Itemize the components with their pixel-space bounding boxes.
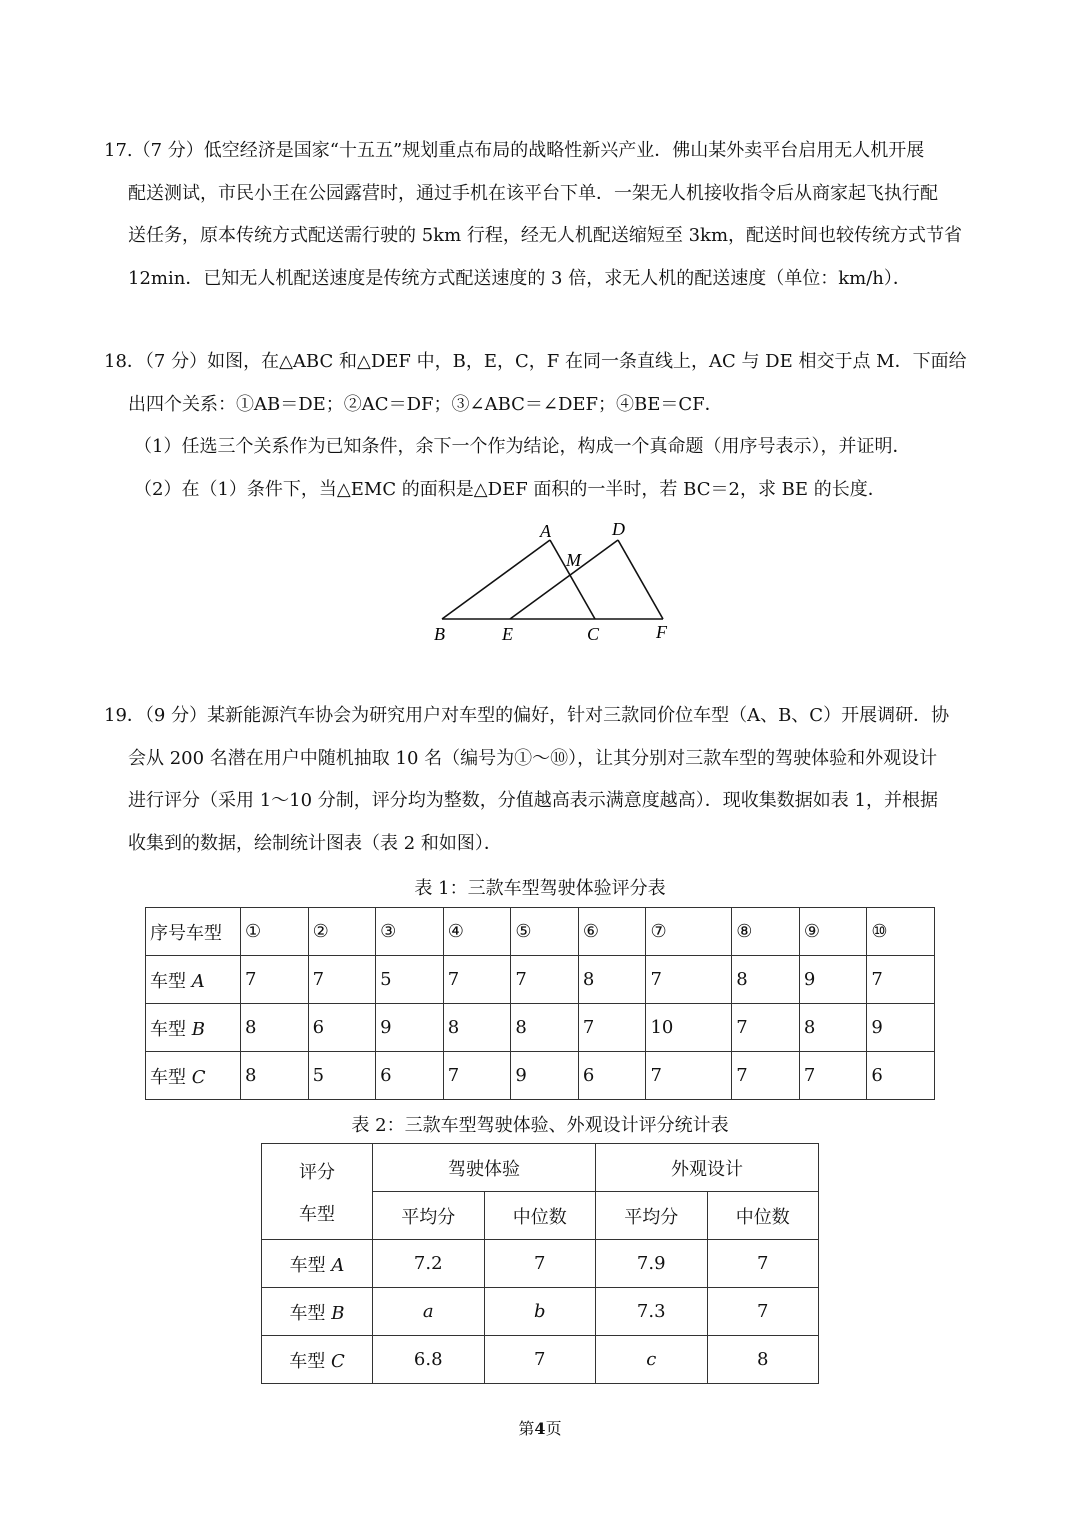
q17-line-1: 17.（7 分）低空经济是国家“十五五”规划重点布局的战略性新兴产业．佛山某外卖平台启用无人机开展 <box>104 140 925 161</box>
table1-cell: 7 <box>578 1004 646 1052</box>
label-e: E <box>502 624 513 644</box>
q18-line-2: 出四个关系：①AB＝DE；②AC＝DF；③∠ABC＝∠DEF；④BE＝CF． <box>128 393 723 415</box>
corner-top: 评分 <box>299 1161 335 1183</box>
table2-row-label: 车型 C <box>262 1336 373 1384</box>
header-appearance: 外观设计 <box>596 1144 819 1192</box>
table2-cell: 7 <box>707 1288 819 1336</box>
table1-body <box>146 908 935 1100</box>
table1-row-label: 车型 B <box>146 1004 241 1052</box>
table1-cell: 6 <box>867 1052 935 1100</box>
table1-cell: ⑦ <box>646 908 732 956</box>
table1-row <box>146 1052 935 1100</box>
table1-caption: 表 1：三款车型驾驶体验评分表 <box>414 878 666 899</box>
table1-cell: ① <box>241 908 309 956</box>
table1-cell: ⑤ <box>511 908 579 956</box>
table1-cell: ④ <box>443 908 511 956</box>
table1-cell: 9 <box>376 1004 444 1052</box>
q18-sub-question-1: （1）任选三个关系作为已知条件，余下一个作为结论，构成一个真命题（用序号表示），并证明． <box>134 436 911 457</box>
table2-corner <box>262 1144 373 1240</box>
table1-cell: 8 <box>241 1052 309 1100</box>
label-b: B <box>434 624 445 644</box>
table1-cell: 7 <box>646 1052 732 1100</box>
label-a: A <box>540 521 551 541</box>
table1-cell: 7 <box>867 956 935 1004</box>
table2-cell: b <box>484 1288 596 1336</box>
table1-cell: 7 <box>732 1004 800 1052</box>
table1-cell: 5 <box>376 956 444 1004</box>
table1-row-label: 车型 A <box>146 956 241 1004</box>
table1-cell: 6 <box>376 1052 444 1100</box>
page-number: 4 <box>534 1419 546 1438</box>
label-f: F <box>656 622 667 642</box>
table1-cell: 7 <box>443 1052 511 1100</box>
q17-line-2: 配送测试，市民小王在公园露营时，通过手机在该平台下单．一架无人机接收指令后从商家起飞执行配 <box>128 182 938 204</box>
q19-line-4: 收集到的数据，绘制统计图表（表 2 和如图）． <box>128 832 502 854</box>
table2-cell: 7.2 <box>373 1240 485 1288</box>
table1-cell: 8 <box>578 956 646 1004</box>
question-17 <box>104 130 984 300</box>
table2-cell: 7.9 <box>596 1240 708 1288</box>
footer-suffix: 页 <box>545 1419 562 1438</box>
q17-line-3: 送任务，原本传统方式配送需行驶的 5km 行程，经无人机配送缩短至 3km，配送时间也较传统方式节省 <box>128 225 963 246</box>
table1-cell: 9 <box>799 956 867 1004</box>
subheader-cell: 中位数 <box>484 1192 596 1240</box>
table2 <box>261 1143 819 1384</box>
table1-cell: 10 <box>646 1004 732 1052</box>
table2-cell: 7.3 <box>596 1288 708 1336</box>
table1-cell: 6 <box>308 1004 376 1052</box>
table1-cell: 7 <box>241 956 309 1004</box>
q19-line-2: 会从 200 名潜在用户中随机抽取 10 名（编号为①～⑩），让其分别对三款车型的驾驶体验和外观设计 <box>128 747 938 769</box>
table1-cell: 9 <box>867 1004 935 1052</box>
table1-row <box>146 1004 935 1052</box>
table2-row <box>262 1288 819 1336</box>
table1-cell: ⑥ <box>578 908 646 956</box>
q17-line-4: 12min．已知无人机配送速度是传统方式配送速度的 3 倍，求无人机的配送速度（单位：km/h）． <box>128 267 911 289</box>
table2-row-label: 车型 A <box>262 1240 373 1288</box>
question-18 <box>104 341 984 511</box>
table1-row-label: 序号车型 <box>146 908 241 956</box>
table1-cell: 9 <box>511 1052 579 1100</box>
segment-ed <box>510 540 618 619</box>
table1-cell: 8 <box>511 1004 579 1052</box>
table1-cell: 7 <box>646 956 732 1004</box>
table1-cell: 5 <box>308 1052 376 1100</box>
label-c: C <box>587 624 600 644</box>
table2-body <box>262 1240 819 1384</box>
page-footer <box>0 1416 1080 1439</box>
table1-cell: 8 <box>799 1004 867 1052</box>
table1-cell: 8 <box>443 1004 511 1052</box>
table1-cell: ⑧ <box>732 908 800 956</box>
table1-cell: 7 <box>443 956 511 1004</box>
label-d: D <box>612 519 625 539</box>
label-m: M <box>566 550 581 570</box>
table2-cell: 6.8 <box>373 1336 485 1384</box>
table1-cell: ⑨ <box>799 908 867 956</box>
header-driving: 驾驶体验 <box>373 1144 596 1192</box>
segment-ab <box>442 540 550 619</box>
table2-cell: 7 <box>707 1240 819 1288</box>
table1-cell: 6 <box>578 1052 646 1100</box>
table1-cell: ② <box>308 908 376 956</box>
table1-cell: 7 <box>732 1052 800 1100</box>
table2-cell: 8 <box>707 1336 819 1384</box>
segment-df <box>618 540 663 619</box>
table1-row-label: 车型 C <box>146 1052 241 1100</box>
table1-cell: 7 <box>799 1052 867 1100</box>
table1-cell: 8 <box>732 956 800 1004</box>
table1-cell: 7 <box>511 956 579 1004</box>
q18-sub-question-2: （2）在（1）条件下，当△EMC 的面积是△DEF 面积的一半时，若 BC＝2，求 BE 的长度． <box>134 478 886 500</box>
footer-prefix: 第 <box>518 1419 535 1438</box>
table2-caption: 表 2：三款车型驾驶体验、外观设计评分统计表 <box>351 1115 729 1136</box>
table2-row-label: 车型 B <box>262 1288 373 1336</box>
table2-cell: a <box>373 1288 485 1336</box>
table2-cell: 7 <box>484 1336 596 1384</box>
subheader-cell: 平均分 <box>373 1192 485 1240</box>
table2-cell: 7 <box>484 1240 596 1288</box>
table2-row <box>262 1240 819 1288</box>
table2-cell: c <box>596 1336 708 1384</box>
table1-cell: ⑩ <box>867 908 935 956</box>
subheader-cell: 平均分 <box>596 1192 708 1240</box>
q19-line-1: 19．（9 分）某新能源汽车协会为研究用户对车型的偏好，针对三款同价位车型（A、B、C）开展调研．协 <box>104 705 950 726</box>
table2-header-row <box>262 1144 819 1192</box>
table1 <box>145 907 935 1100</box>
table1-header-row <box>146 908 935 956</box>
table1-cell: ③ <box>376 908 444 956</box>
subheader-cell: 中位数 <box>707 1192 819 1240</box>
table1-row <box>146 956 935 1004</box>
table1-cell: 8 <box>241 1004 309 1052</box>
table2-row <box>262 1336 819 1384</box>
table1-cell: 7 <box>308 956 376 1004</box>
triangle-figure <box>420 515 690 650</box>
q19-line-3: 进行评分（采用 1～10 分制，评分均为整数，分值越高表示满意度越高）．现收集数据如表 1，并根据 <box>128 790 938 811</box>
question-19 <box>104 695 984 865</box>
corner-bottom: 车型 <box>299 1203 335 1225</box>
q18-line-1: 18．（7 分）如图，在△ABC 和△DEF 中，B，E，C，F 在同一条直线上，AC 与 DE 相交于点 M．下面给 <box>104 351 967 372</box>
